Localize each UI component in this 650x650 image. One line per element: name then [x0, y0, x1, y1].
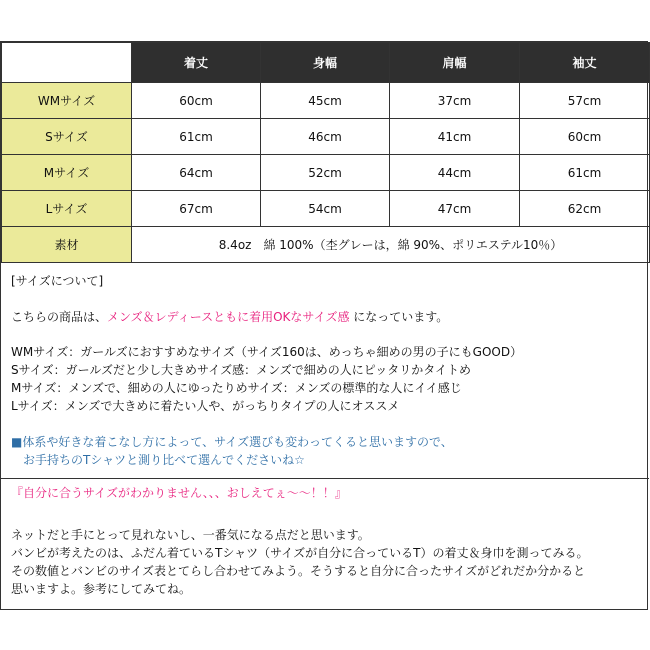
size-note-wm: WMサイズ：ガールズにおすすめなサイズ（サイズ160は、めっちゃ細めの男の子にもGOOD）	[11, 345, 523, 359]
table-cell: 62cm	[520, 191, 650, 227]
table-cell: 47cm	[390, 191, 520, 227]
size-note-s: Sサイズ：ガールズだと少し大きめサイズ感：メンズで細めの人にピッタリかタイトめ	[11, 363, 472, 377]
table-row	[2, 83, 650, 119]
notes-heading: [サイズについて]	[11, 274, 104, 288]
table-cell: 54cm	[261, 191, 390, 227]
size-notes	[1, 265, 649, 610]
table-cell: 57cm	[520, 83, 650, 119]
size-guide-panel	[0, 41, 648, 610]
intro-line	[11, 309, 448, 325]
intro-highlight: メンズ＆レディースともに着用OKなサイズ感	[107, 310, 350, 324]
faq-answer-line: ネットだと手にとって見れないし、一番気になる点だと思います。	[11, 528, 370, 542]
material-value: 8.4oz 綿 100%（杢グレーは，綿 90%、ポリエステル10％）	[132, 227, 650, 263]
table-cell: 37cm	[390, 83, 520, 119]
notes-divider	[1, 478, 649, 479]
table-cell: 64cm	[132, 155, 261, 191]
faq-question: 『自分に合うサイズがわかりません、、、おしえてぇ〜〜！！』	[11, 486, 347, 500]
table-cell: 52cm	[261, 155, 390, 191]
size-note-l: Lサイズ：メンズで大きめに着たい人や、がっちりタイプの人にオススメ	[11, 399, 400, 413]
header-shoulder-width: 肩幅	[390, 43, 520, 83]
row-label: Lサイズ	[2, 191, 132, 227]
size-table	[1, 42, 650, 263]
table-cell: 46cm	[261, 119, 390, 155]
table-cell: 45cm	[261, 83, 390, 119]
table-row	[2, 191, 650, 227]
table-header-row	[2, 43, 650, 83]
tip-line-1: ■体系や好きな着こなし方によって、サイズ選びも変わってくると思いますので、	[11, 435, 453, 449]
table-cell: 61cm	[132, 119, 261, 155]
faq-answer-line: その数値とバンビのサイズ表とてらし合わせてみよう。そうすると自分に合ったサイズがどれだか分かると	[11, 564, 586, 578]
intro-suffix: になっています。	[349, 310, 449, 324]
intro-prefix: こちらの商品は、	[11, 310, 108, 324]
table-cell: 60cm	[132, 83, 261, 119]
table-cell: 67cm	[132, 191, 261, 227]
faq-answer-line: バンビが考えたのは、ふだん着ているTシャツ（サイズが自分に合っているT）の着丈＆身巾を測ってみる。	[11, 546, 589, 560]
material-row	[2, 227, 650, 263]
table-cell: 41cm	[390, 119, 520, 155]
table-cell: 44cm	[390, 155, 520, 191]
row-label: Sサイズ	[2, 119, 132, 155]
header-body-width: 身幅	[261, 43, 390, 83]
table-cell: 60cm	[520, 119, 650, 155]
size-note-m: Mサイズ：メンズで、細めの人にゆったりめサイズ：メンズの標準的な人にイイ感じ	[11, 381, 462, 395]
corner-cell	[2, 43, 132, 83]
header-sleeve-length: 袖丈	[520, 43, 650, 83]
header-length: 着丈	[132, 43, 261, 83]
row-label: Mサイズ	[2, 155, 132, 191]
tip-line-2: お手持ちのTシャツと測り比べて選んでくださいね☆	[23, 453, 305, 467]
faq-answer-line: 思いますよ。参考にしてみてね。	[11, 582, 192, 596]
table-cell: 61cm	[520, 155, 650, 191]
row-label: WMサイズ	[2, 83, 132, 119]
table-row	[2, 119, 650, 155]
table-row	[2, 155, 650, 191]
material-label: 素材	[2, 227, 132, 263]
